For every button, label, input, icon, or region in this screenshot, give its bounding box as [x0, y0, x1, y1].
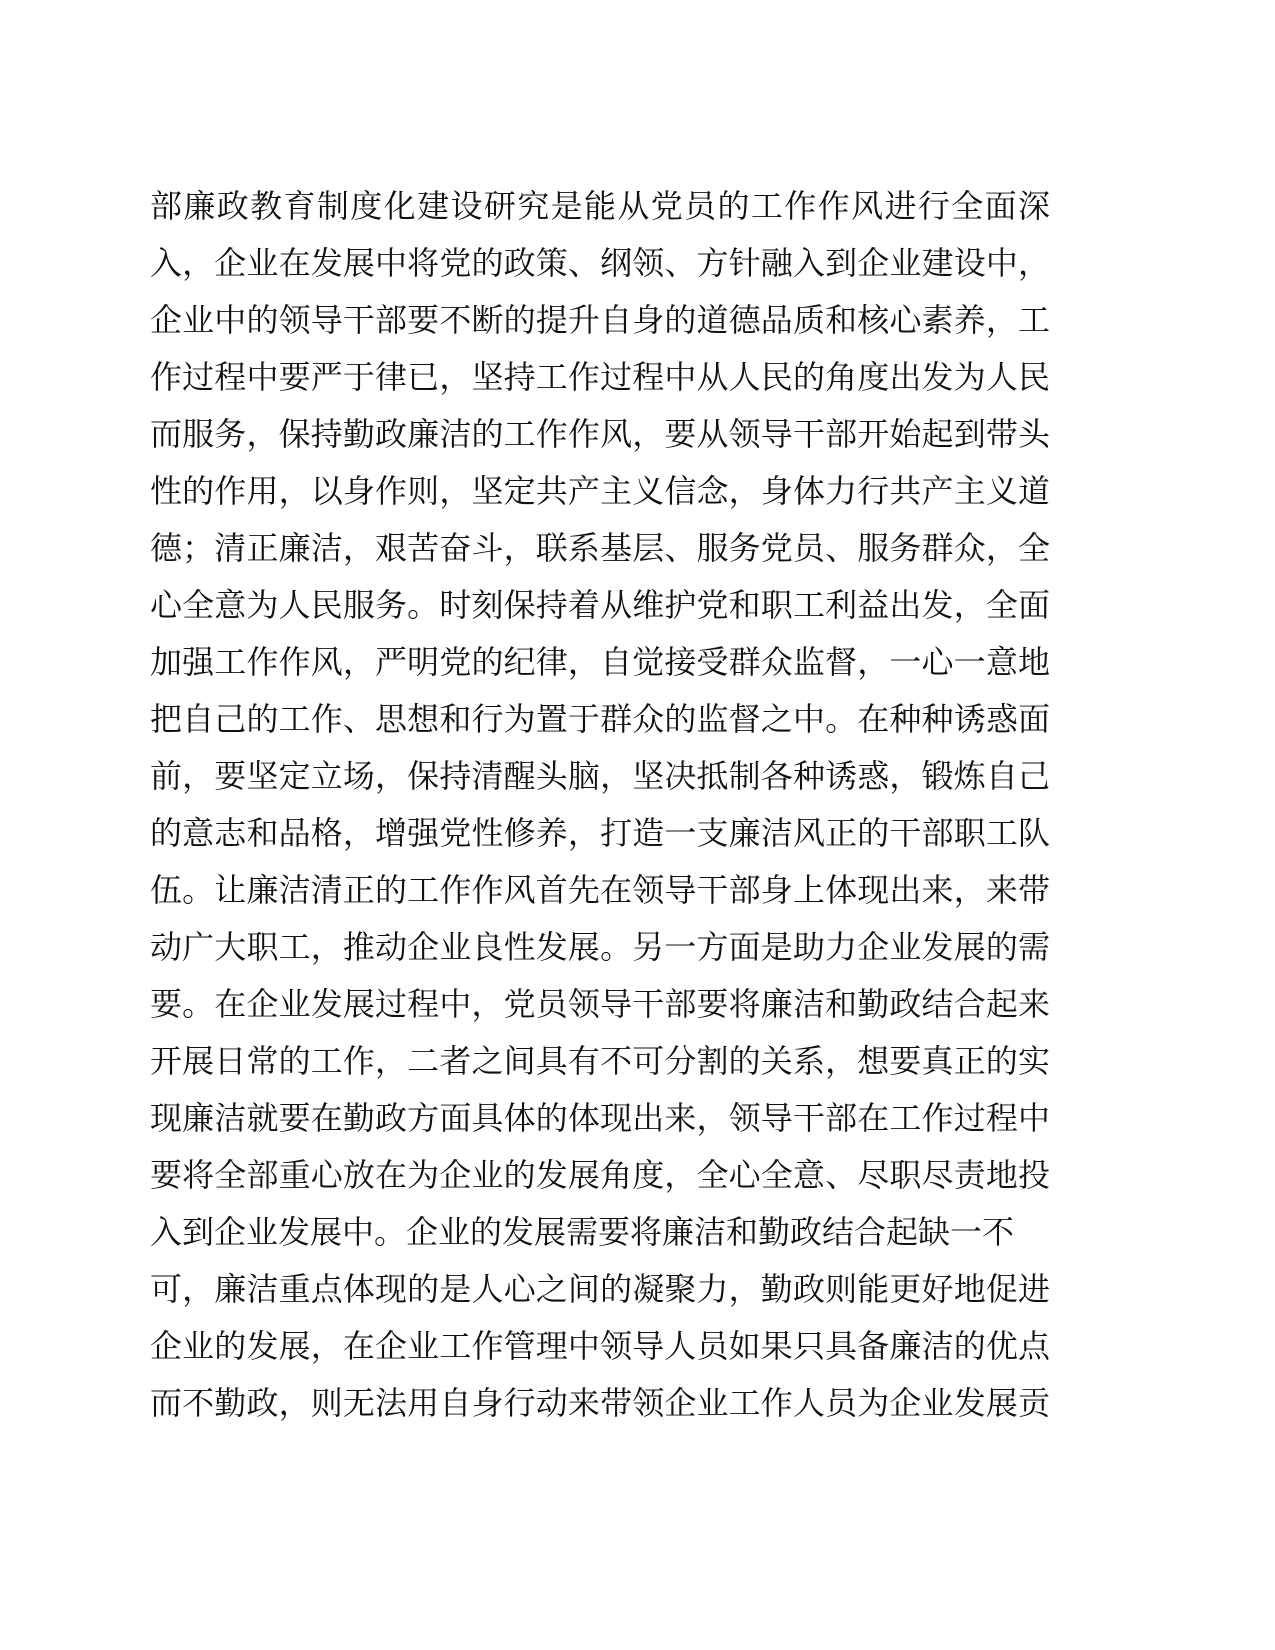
text-line: 入到企业发展中。企业的发展需要将廉洁和勤政结合起缺一不 [150, 1213, 1015, 1251]
text-line: 把自己的工作、思想和行为置于群众的监督之中。在种种诱惑面 [150, 700, 1050, 738]
text-line: 现廉洁就要在勤政方面具体的体现出来，领导干部在工作过程中 [150, 1099, 1050, 1137]
text-line: 伍。让廉洁清正的工作作风首先在领导干部身上体现出来，来带 [150, 871, 1050, 909]
text-line: 前，要坚定立场，保持清醒头脑，坚决抵制各种诱惑，锻炼自己 [150, 757, 1050, 795]
text-line: 部廉政教育制度化建设研究是能从党员的工作作风进行全面深 [150, 187, 1050, 225]
text-line: 开展日常的工作，二者之间具有不可分割的关系，想要真正的实 [150, 1042, 1050, 1080]
text-line: 性的作用，以身作则，坚定共产主义信念，身体力行共产主义道 [150, 472, 1050, 510]
text-line: 企业的发展，在企业工作管理中领导人员如果只具备廉洁的优点 [150, 1327, 1050, 1365]
text-line: 德；清正廉洁，艰苦奋斗，联系基层、服务党员、服务群众，全 [150, 529, 1050, 567]
text-line: 加强工作作风，严明党的纪律，自觉接受群众监督，一心一意地 [150, 643, 1050, 681]
text-line: 而不勤政，则无法用自身行动来带领企业工作人员为企业发展贡 [150, 1384, 1050, 1422]
text-line: 企业中的领导干部要不断的提升自身的道德品质和核心素养，工 [150, 301, 1050, 339]
text-line: 而服务，保持勤政廉洁的工作作风，要从领导干部开始起到带头 [150, 415, 1050, 453]
body-paragraph [150, 178, 1050, 1432]
text-line: 可，廉洁重点体现的是人心之间的凝聚力，勤政则能更好地促进 [150, 1270, 1050, 1308]
text-line: 要。在企业发展过程中，党员领导干部要将廉洁和勤政结合起来 [150, 985, 1050, 1023]
text-line: 动广大职工，推动企业良性发展。另一方面是助力企业发展的需 [150, 928, 1050, 966]
text-line: 心全意为人民服务。时刻保持着从维护党和职工利益出发，全面 [150, 586, 1050, 624]
text-line: 的意志和品格，增强党性修养，打造一支廉洁风正的干部职工队 [150, 814, 1050, 852]
text-line: 入，企业在发展中将党的政策、纲领、方针融入到企业建设中， [150, 244, 1050, 282]
text-line: 要将全部重心放在为企业的发展角度，全心全意、尽职尽责地投 [150, 1156, 1050, 1194]
text-line: 作过程中要严于律已，坚持工作过程中从人民的角度出发为人民 [150, 358, 1050, 396]
